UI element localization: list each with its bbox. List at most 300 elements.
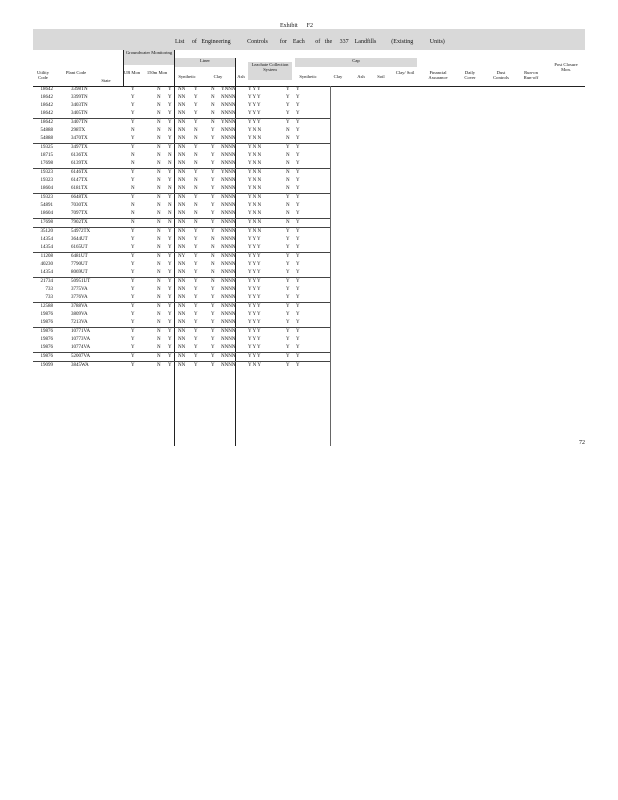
liner-synthetic-value: NN [178, 211, 186, 216]
leachate-value: Y N N [248, 211, 262, 216]
liner-clay-value: N [211, 245, 215, 250]
leachate-value: Y Y Y [248, 254, 261, 259]
liner-ash-value: NNNN [221, 103, 236, 108]
150m-mon-value: N [157, 262, 161, 267]
col-financial-assurance: Financial Assurance [428, 70, 448, 80]
liner-clay-value: N [211, 270, 215, 275]
plant-code: 3405TN [71, 111, 88, 116]
gw-value: Y [168, 279, 172, 284]
liner-value: Y [194, 111, 198, 116]
plant-code: 3809VA [71, 312, 88, 317]
gw-value: N [168, 220, 172, 225]
cap-value: Y [286, 87, 290, 92]
liner-value: Y [194, 287, 198, 292]
leachate-value: Y N N [248, 229, 262, 234]
cap-value: Y [296, 103, 300, 108]
utility-code: 733 [45, 287, 53, 292]
liner-value: Y [194, 229, 198, 234]
col-liner-clay: Clay [213, 74, 223, 79]
table-row [33, 286, 343, 294]
ub-mon-value: Y [131, 237, 135, 242]
utility-code: 19876 [40, 337, 53, 342]
leachate-value: Y N N [248, 195, 262, 200]
col-cap-synthetic: Synthetic [299, 74, 317, 79]
cap-value: N [286, 186, 290, 191]
liner-clay-value: N [211, 111, 215, 116]
plant-code: 3775VA [71, 287, 88, 292]
ub-mon-value: Y [131, 363, 135, 368]
cap-value: N [286, 178, 290, 183]
150m-mon-value: N [157, 304, 161, 309]
col-runon-runoff: Run-on Run-off [523, 70, 539, 80]
plant-code: 7213VA [71, 320, 88, 325]
liner-clay-value: Y [211, 161, 215, 166]
utility-code: 18642 [40, 87, 53, 92]
liner-value: Y [194, 295, 198, 300]
liner-ash-value: NNNN [221, 345, 236, 350]
utility-code: 18642 [40, 95, 53, 100]
leachate-value: Y Y Y [248, 111, 261, 116]
liner-synthetic-value: NN [178, 161, 186, 166]
liner-value: N [194, 178, 198, 183]
liner-ash-value: NNNN [221, 195, 236, 200]
plant-code: 7902TX [71, 220, 88, 225]
cap-value: Y [286, 329, 290, 334]
150m-mon-value: N [157, 337, 161, 342]
cap-value: Y [296, 337, 300, 342]
leachate-value: Y N N [248, 186, 262, 191]
leachate-value: Y Y Y [248, 270, 261, 275]
cap-value: Y [296, 128, 300, 133]
ub-mon-value: Y [131, 337, 135, 342]
liner-synthetic-value: NN [178, 329, 186, 334]
gw-value: Y [168, 195, 172, 200]
cap-value: Y [296, 354, 300, 359]
plant-code: 50951UT [71, 279, 91, 284]
leachate-value: Y N N [248, 178, 262, 183]
150m-mon-value: N [157, 186, 161, 191]
liner-clay-value: Y [211, 203, 215, 208]
liner-value: N [194, 136, 198, 141]
150m-mon-value: N [157, 203, 161, 208]
liner-clay-value: Y [211, 337, 215, 342]
gw-value: Y [168, 245, 172, 250]
gw-value: Y [168, 304, 172, 309]
150m-mon-value: N [157, 312, 161, 317]
liner-synthetic-value: NN [178, 186, 186, 191]
utility-code: 18604 [40, 186, 53, 191]
col-state: State [101, 78, 111, 83]
plant-code: 6181TX [71, 186, 88, 191]
plant-code: 3470TX [71, 136, 88, 141]
col-liner-ash: Ash [237, 74, 245, 79]
ub-mon-value: Y [131, 229, 135, 234]
gw-value: Y [168, 87, 172, 92]
cap-value: Y [286, 337, 290, 342]
liner-ash-value: NNNN [221, 128, 236, 133]
150m-mon-value: N [157, 270, 161, 275]
col-clay-soil: Clay/ Soil [395, 70, 415, 75]
liner-synthetic-value: NN [178, 111, 186, 116]
table-row [33, 86, 343, 94]
cap-value: Y [286, 304, 290, 309]
liner-clay-value: Y [211, 363, 215, 368]
cap-value: Y [296, 254, 300, 259]
liner-clay-value: Y [211, 220, 215, 225]
table-row [33, 294, 343, 302]
utility-code: 35120 [40, 229, 53, 234]
liner-ash-value: YNNN [221, 120, 236, 125]
liner-synthetic-value: NN [178, 103, 186, 108]
liner-ash-value: NNNN [221, 136, 236, 141]
liner-value: Y [194, 279, 198, 284]
cap-value: Y [286, 320, 290, 325]
cap-value: Y [296, 95, 300, 100]
liner-clay-value: N [211, 237, 215, 242]
cap-value: Y [296, 111, 300, 116]
col-cap-clay: Clay [333, 74, 343, 79]
liner-ash-value: NNNN [221, 354, 236, 359]
150m-mon-value: N [157, 120, 161, 125]
page-number: 72 [579, 440, 585, 446]
cap-value: Y [296, 153, 300, 158]
liner-synthetic-value: NN [178, 178, 186, 183]
exhibit-title: Exhibit F2 [280, 23, 314, 29]
table-row [33, 185, 343, 193]
liner-clay-value: N [211, 87, 215, 92]
cap-value: Y [296, 312, 300, 317]
cap-value: Y [296, 145, 300, 150]
liner-ash-value: NNNN [221, 262, 236, 267]
gw-value: Y [168, 178, 172, 183]
ub-mon-value: Y [131, 170, 135, 175]
plant-code: 8069UT [71, 270, 88, 275]
liner-ash-value: NNNN [221, 270, 236, 275]
leachate-value: Y Y Y [248, 245, 261, 250]
utility-code: 18604 [40, 211, 53, 216]
cap-value: Y [286, 103, 290, 108]
utility-code: 19876 [40, 354, 53, 359]
liner-clay-value: Y [211, 153, 215, 158]
150m-mon-value: N [157, 128, 161, 133]
gw-value: Y [168, 312, 172, 317]
cap-value: Y [286, 245, 290, 250]
liner-clay-value: N [211, 120, 215, 125]
table-row [33, 319, 343, 327]
table-row [33, 353, 343, 361]
ub-mon-value: Y [131, 136, 135, 141]
liner-value: Y [194, 87, 198, 92]
liner-clay-value: Y [211, 320, 215, 325]
plant-code: 7790UT [71, 262, 88, 267]
leachate-value: Y Y Y [248, 95, 261, 100]
table-row [33, 244, 343, 252]
gw-value: Y [168, 262, 172, 267]
150m-mon-value: N [157, 279, 161, 284]
liner-ash-value: NNNN [221, 245, 236, 250]
table-row [33, 261, 343, 269]
table-row [33, 336, 343, 344]
cap-value: Y [296, 304, 300, 309]
liner-value: Y [194, 320, 198, 325]
liner-clay-value: Y [211, 170, 215, 175]
liner-value: Y [194, 170, 198, 175]
leachate-value: Y Y Y [248, 312, 261, 317]
liner-value: Y [194, 337, 198, 342]
table-title: List of Engineering Controls for Each of the 337 Landfills (Existing Units) [175, 39, 445, 45]
cap-value: Y [286, 295, 290, 300]
liner-clay-value: Y [211, 345, 215, 350]
gw-value: Y [168, 287, 172, 292]
gw-value: Y [168, 95, 172, 100]
plant-code: 3398TN [71, 87, 88, 92]
utility-code: 11208 [40, 254, 53, 259]
liner-clay-value: Y [211, 287, 215, 292]
liner-ash-value: NNNN [221, 153, 236, 158]
150m-mon-value: N [157, 295, 161, 300]
150m-mon-value: N [157, 345, 161, 350]
liner-ash-value: NNNN [221, 211, 236, 216]
cap-value: Y [286, 229, 290, 234]
liner-value: N [194, 161, 198, 166]
liner-synthetic-value: NN [178, 136, 186, 141]
leachate-value: Y Y Y [248, 295, 261, 300]
leachate-value: Y Y Y [248, 237, 261, 242]
leachate-value: Y Y Y [248, 304, 261, 309]
table-row [33, 311, 343, 319]
cap-value: Y [286, 312, 290, 317]
150m-mon-value: N [157, 195, 161, 200]
liner-synthetic-value: NN [178, 245, 186, 250]
table-row [33, 328, 343, 336]
liner-value: N [194, 220, 198, 225]
liner-ash-value: NNNN [221, 304, 236, 309]
cap-value: N [286, 161, 290, 166]
liner-clay-value: Y [211, 136, 215, 141]
cap-value: Y [296, 170, 300, 175]
plant-code: 6648TX [71, 195, 88, 200]
cap-value: Y [286, 237, 290, 242]
cap-value: Y [286, 254, 290, 259]
liner-value: N [194, 211, 198, 216]
cap-value: Y [286, 120, 290, 125]
leachate-value: Y N N [248, 153, 262, 158]
ub-mon-value: Y [131, 254, 135, 259]
utility-code: 19876 [40, 320, 53, 325]
leachate-value: Y Y Y [248, 120, 261, 125]
ub-mon-value: Y [131, 178, 135, 183]
ub-mon-value: N [131, 161, 135, 166]
liner-ash-value: NNNN [221, 254, 236, 259]
liner-ash-value: NNNN [221, 161, 236, 166]
plant-code: 3845WA [71, 363, 89, 368]
table-row [33, 94, 343, 102]
150m-mon-value: N [157, 287, 161, 292]
gw-value: N [168, 203, 172, 208]
cap-value: Y [296, 237, 300, 242]
plant-code: 3407TN [71, 120, 88, 125]
liner-ash-value: NNNN [221, 363, 236, 368]
table-row [33, 303, 343, 311]
table-row [33, 102, 343, 110]
cap-value: Y [296, 287, 300, 292]
liner-clay-value: Y [211, 229, 215, 234]
divider [123, 50, 124, 86]
leachate-value: Y N N [248, 145, 262, 150]
liner-ash-value: NNNN [221, 329, 236, 334]
utility-code: 19323 [40, 195, 53, 200]
plant-code: 3776VA [71, 295, 88, 300]
cap-value: Y [286, 363, 290, 368]
plant-code: 54972TX [71, 229, 91, 234]
liner-synthetic-value: NN [178, 345, 186, 350]
plant-code: 10774VA [71, 345, 91, 350]
table-row [33, 160, 343, 168]
cap-value: N [286, 211, 290, 216]
cap-value: Y [296, 295, 300, 300]
liner-synthetic-value: NN [178, 128, 186, 133]
liner-synthetic-value: NN [178, 262, 186, 267]
ub-mon-value: Y [131, 279, 135, 284]
cap-value: N [286, 153, 290, 158]
liner-clay-value: N [211, 103, 215, 108]
150m-mon-value: N [157, 178, 161, 183]
liner-value: Y [194, 312, 198, 317]
cap-value: Y [296, 178, 300, 183]
utility-code: 18715 [40, 153, 53, 158]
gw-value: N [168, 211, 172, 216]
gw-value: Y [168, 337, 172, 342]
liner-synthetic-value: NN [178, 320, 186, 325]
liner-ash-value: NNNN [221, 111, 236, 116]
liner-clay-value: Y [211, 211, 215, 216]
liner-value: N [194, 203, 198, 208]
utility-code: 12588 [40, 304, 53, 309]
leachate-value: Y N N [248, 161, 262, 166]
liner-value: Y [194, 270, 198, 275]
cap-value: Y [286, 145, 290, 150]
utility-code: 14354 [40, 270, 53, 275]
cap-value: Y [296, 270, 300, 275]
liner-clay-value: Y [211, 178, 215, 183]
liner-value: Y [194, 245, 198, 250]
table-row [33, 177, 343, 185]
liner-synthetic-value: NN [178, 312, 186, 317]
150m-mon-value: N [157, 111, 161, 116]
gw-value: Y [168, 345, 172, 350]
liner-synthetic-value: NN [178, 295, 186, 300]
ub-mon-value: Y [131, 103, 135, 108]
cap-value: Y [296, 279, 300, 284]
liner-value: Y [194, 95, 198, 100]
ub-mon-value: Y [131, 120, 135, 125]
liner-synthetic-value: NN [178, 229, 186, 234]
plant-code: 3788VA [71, 304, 88, 309]
150m-mon-value: N [157, 245, 161, 250]
150m-mon-value: N [157, 320, 161, 325]
cap-value: Y [286, 195, 290, 200]
gw-value: Y [168, 237, 172, 242]
utility-code: 17698 [40, 220, 53, 225]
ub-mon-value: Y [131, 111, 135, 116]
table-row [33, 152, 343, 160]
liner-synthetic-value: NN [178, 153, 186, 158]
liner-synthetic-value: NN [178, 279, 186, 284]
150m-mon-value: N [157, 237, 161, 242]
plant-code: 3403TN [71, 103, 88, 108]
cap-value: Y [296, 229, 300, 234]
ub-mon-value: Y [131, 87, 135, 92]
liner-clay-value: Y [211, 295, 215, 300]
liner-synthetic-value: NN [178, 170, 186, 175]
cap-value: Y [286, 262, 290, 267]
cap-value: Y [286, 95, 290, 100]
plant-code: 6146TX [71, 170, 88, 175]
liner-synthetic-value: NN [178, 287, 186, 292]
gw-value: Y [168, 270, 172, 275]
liner-clay-value: Y [211, 304, 215, 309]
150m-mon-value: N [157, 161, 161, 166]
utility-code: 18642 [40, 111, 53, 116]
leachate-value: Y N N [248, 136, 262, 141]
cap-value: Y [296, 186, 300, 191]
liner-value: Y [194, 195, 198, 200]
liner-clay-value: Y [211, 354, 215, 359]
cap-value: Y [296, 329, 300, 334]
gw-value: Y [168, 354, 172, 359]
table-row [33, 236, 343, 244]
plant-code: 6165UT [71, 245, 88, 250]
cap-value: N [286, 136, 290, 141]
ub-mon-value: Y [131, 312, 135, 317]
150m-mon-value: N [157, 87, 161, 92]
ub-mon-value: Y [131, 329, 135, 334]
cap-value: Y [296, 161, 300, 166]
utility-code: 733 [45, 295, 53, 300]
liner-value: N [194, 153, 198, 158]
cap-value: Y [296, 120, 300, 125]
ub-mon-value: N [131, 211, 135, 216]
cap-value: Y [286, 270, 290, 275]
150m-mon-value: N [157, 145, 161, 150]
liner-synthetic-value: NN [178, 354, 186, 359]
utility-code: 19323 [40, 170, 53, 175]
liner-value: Y [194, 363, 198, 368]
header-groundwater: Groundwater Monitoring [124, 50, 174, 65]
cap-value: Y [286, 111, 290, 116]
utility-code: 21734 [40, 279, 53, 284]
liner-clay-value: N [211, 262, 215, 267]
cap-value: Y [296, 320, 300, 325]
gw-value: Y [168, 120, 172, 125]
col-post-closure-mon: Post Closure Mon. [554, 62, 578, 72]
leachate-value: Y Y Y [248, 345, 261, 350]
header-liner: Liner [175, 58, 235, 67]
liner-ash-value: NNNN [221, 320, 236, 325]
utility-code: 18642 [40, 120, 53, 125]
cap-value: N [286, 170, 290, 175]
liner-value: Y [194, 254, 198, 259]
table-row [33, 219, 343, 227]
cap-value: N [286, 203, 290, 208]
col-dust-controls: Dust Controls [493, 70, 509, 80]
leachate-value: Y N N [248, 128, 262, 133]
leachate-value: Y Y Y [248, 354, 261, 359]
utility-code: 54888 [40, 128, 53, 133]
table-row [33, 269, 343, 277]
utility-code: 19099 [40, 363, 53, 368]
liner-clay-value: N [211, 254, 215, 259]
